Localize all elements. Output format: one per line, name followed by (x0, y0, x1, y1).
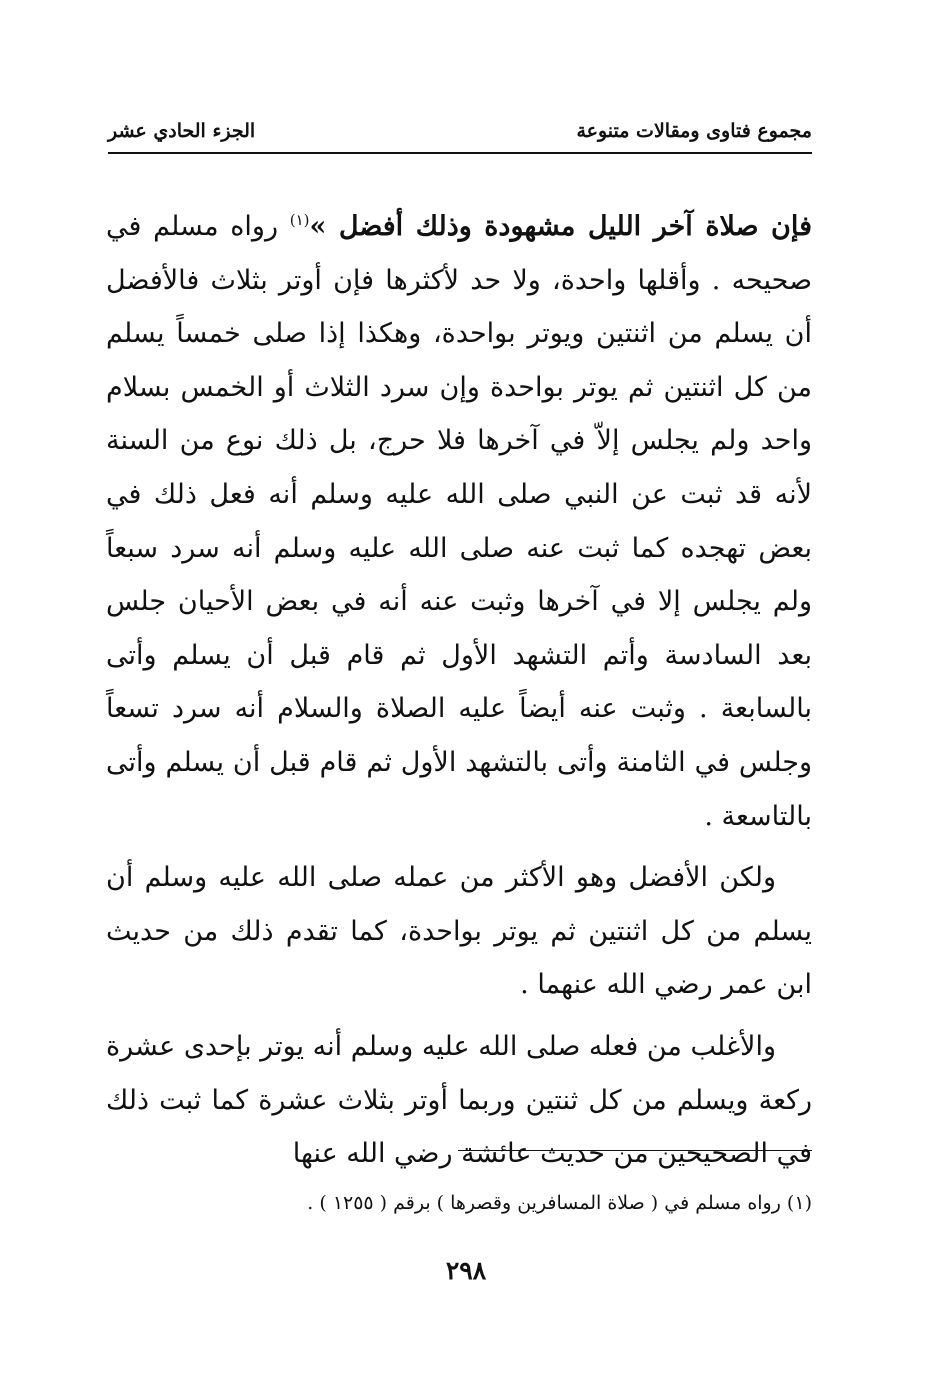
page-number: ٢٩٨ (445, 1256, 487, 1285)
hadith-quote: فإن صلاة آخر الليل مشهودة وذلك أفضل » (309, 211, 812, 242)
paragraph-1 (106, 200, 812, 843)
paragraph-2: ولكن الأفضل وهو الأكثر من عمله صلى الله عليه وسلم أن يسلم من كل اثنتين ثم يوتر بواحدة، كما تقدم ذلك من حديث ابن عمر رضي الله عنهما . (106, 862, 812, 1001)
footnote-divider (458, 1150, 812, 1151)
paragraph-1-text: رواه مسلم في صحيحه . وأقلها واحدة، ولا حد لأكثرها فإن أوتر بثلاث فالأفضل أن يسلم من اثنتين ويوتر بواحدة، وهكذا إذا صلى خمساً يسلم من كل اثنتين ثم يوتر بواحدة وإن سرد الثلاث أو الخمس بسلام واحد ولم يجلس إلاّ في آخرها فلا حرج، بل ذلك نوع من السنة لأنه قد ثبت عن النبي صلى الله عليه وسلم أنه فعل ذلك في بعض تهجده كما ثبت عنه صلى الله عليه وسلم أنه سرد سبعاً ولم يجلس إلا في آخرها وثبت عنه أنه في بعض الأحيان جلس بعد السادسة وأتم التشهد الأول ثم قام قبل أن يسلم وأتى بالسابعة . وثبت عنه أيضاً عليه الصلاة والسلام أنه سرد تسعاً وجلس في الثامنة وأتى بالتشهد الأول ثم قام قبل أن يسلم وأتى بالتاسعة . (106, 211, 812, 832)
volume-label: الجزء الحادي عشر (108, 120, 256, 142)
footnote: (١) رواه مسلم في ( صلاة المسافرين وقصرها ) برقم ( ١٢٥٥ ) . (307, 1192, 812, 1214)
main-text (106, 200, 812, 1181)
running-header (108, 118, 812, 154)
paragraph-3: والأغلب من فعله صلى الله عليه وسلم أنه يوتر بإحدى عشرة ركعة ويسلم من كل ثنتين وربما أوتر بثلاث عشرة كما ثبت ذلك في الصحيحين من حديث عائشة رضي الله عنها (106, 1030, 812, 1170)
book-title: مجموع فتاوى ومقالات متنوعة (576, 120, 812, 142)
footnote-marker[interactable]: (١) (289, 211, 310, 229)
